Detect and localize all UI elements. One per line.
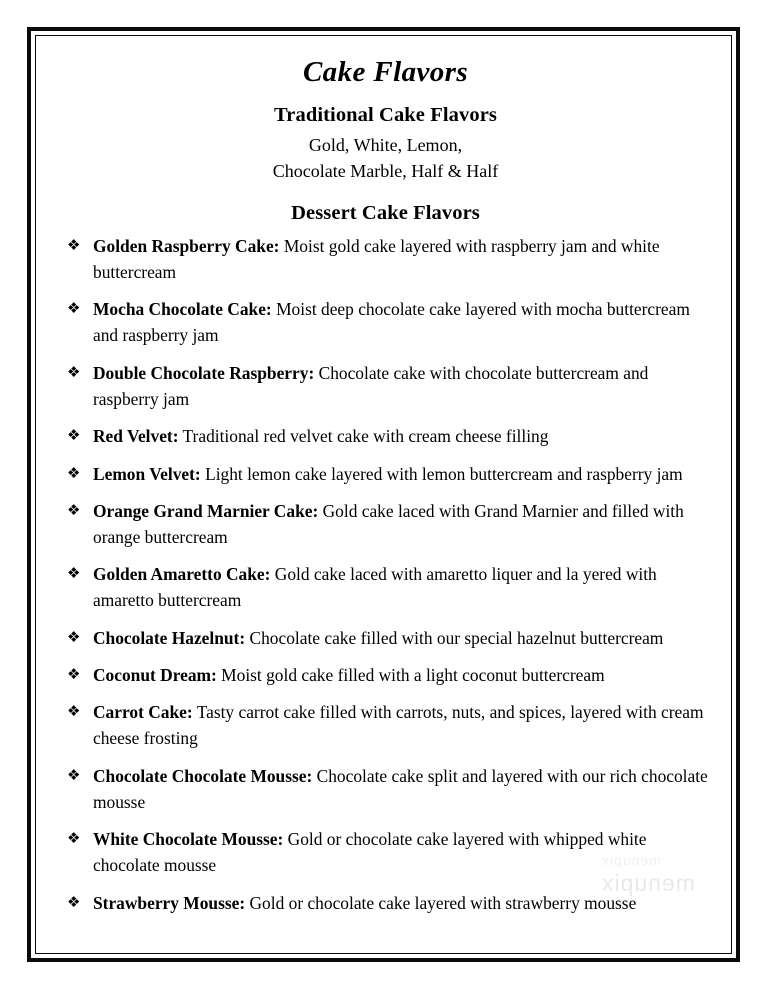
diamond-bullet-icon: ❖ bbox=[67, 829, 81, 848]
flavor-name: Orange Grand Marnier Cake: bbox=[93, 500, 319, 521]
flavor-description: Gold cake laced with Grand Marnier and filled with orange buttercream bbox=[93, 500, 684, 547]
flavor-name: Strawberry Mousse: bbox=[93, 892, 246, 913]
diamond-bullet-icon: ❖ bbox=[67, 236, 81, 255]
flavor-description: Chocolate cake split and layered with our rich chocolate mousse bbox=[93, 765, 708, 812]
flavor-name: White Chocolate Mousse: bbox=[93, 829, 284, 850]
diamond-bullet-icon: ❖ bbox=[67, 500, 81, 519]
flavor-name: Golden Raspberry Cake: bbox=[93, 236, 280, 257]
list-item bbox=[62, 626, 709, 652]
menu-page-border-outer bbox=[27, 27, 740, 962]
list-item bbox=[62, 234, 709, 286]
flavor-description: Gold or chocolate cake layered with strawberry mousse bbox=[249, 892, 637, 913]
flavor-name: Golden Amaretto Cake: bbox=[93, 564, 271, 585]
diamond-bullet-icon: ❖ bbox=[67, 463, 81, 482]
diamond-bullet-icon: ❖ bbox=[67, 765, 81, 784]
dessert-flavors-list bbox=[62, 234, 709, 916]
list-item bbox=[62, 424, 709, 450]
flavor-description: Tasty carrot cake filled with carrots, nuts, and spices, layered with cream cheese frosting bbox=[93, 702, 704, 749]
traditional-flavors-line: Gold, White, Lemon, bbox=[308, 134, 463, 155]
list-item bbox=[62, 297, 709, 349]
diamond-bullet-icon: ❖ bbox=[67, 299, 81, 318]
flavor-name: Red Velvet: bbox=[93, 426, 179, 447]
flavor-description: Chocolate cake filled with our special hazelnut buttercream bbox=[249, 627, 664, 648]
diamond-bullet-icon: ❖ bbox=[67, 702, 81, 721]
flavor-description: Chocolate cake with chocolate buttercream and raspberry jam bbox=[93, 362, 649, 409]
flavor-name: Carrot Cake: bbox=[93, 702, 193, 723]
diamond-bullet-icon: ❖ bbox=[67, 892, 81, 911]
traditional-flavors-line: Chocolate Marble, Half & Half bbox=[272, 161, 499, 182]
section-heading-traditional: Traditional Cake Flavors bbox=[274, 104, 497, 127]
watermark-line-primary: menupix bbox=[601, 870, 695, 896]
list-item bbox=[62, 891, 709, 917]
flavor-description: Moist deep chocolate cake layered with mocha buttercream and raspberry jam bbox=[93, 299, 690, 346]
flavor-description: Traditional red velvet cake with cream cheese filling bbox=[182, 426, 549, 447]
flavor-name: Chocolate Chocolate Mousse: bbox=[93, 765, 313, 786]
flavor-description: Moist gold cake layered with raspberry jam and white buttercream bbox=[93, 236, 660, 282]
flavor-description: Gold cake laced with amaretto liquer and la yered with amaretto buttercream bbox=[93, 564, 657, 611]
flavor-name: Coconut Dream: bbox=[93, 665, 217, 686]
list-item bbox=[62, 361, 709, 413]
traditional-flavors-list bbox=[62, 132, 709, 185]
flavor-description: Gold or chocolate cake layered with whipped white chocolate mousse bbox=[93, 829, 647, 876]
menu-page-border-inner bbox=[35, 35, 732, 954]
flavor-description: Moist gold cake filled with a light coconut buttercream bbox=[221, 665, 605, 686]
list-item bbox=[62, 764, 709, 816]
list-item bbox=[62, 462, 709, 488]
flavor-name: Lemon Velvet: bbox=[93, 463, 201, 484]
diamond-bullet-icon: ❖ bbox=[67, 362, 81, 381]
section-heading-dessert: Dessert Cake Flavors bbox=[291, 202, 480, 225]
diamond-bullet-icon: ❖ bbox=[67, 665, 81, 684]
diamond-bullet-icon: ❖ bbox=[67, 564, 81, 583]
list-item bbox=[62, 562, 709, 614]
flavor-name: Mocha Chocolate Cake: bbox=[93, 299, 272, 320]
list-item bbox=[62, 499, 709, 551]
watermark-line-secondary: menupix bbox=[601, 852, 661, 868]
flavor-description: Light lemon cake layered with lemon buttercream and raspberry jam bbox=[205, 463, 683, 484]
flavor-name: Double Chocolate Raspberry: bbox=[93, 362, 315, 383]
list-item bbox=[62, 700, 709, 752]
page-title: Cake Flavors bbox=[302, 56, 469, 88]
diamond-bullet-icon: ❖ bbox=[67, 426, 81, 445]
list-item bbox=[62, 663, 709, 689]
diamond-bullet-icon: ❖ bbox=[67, 627, 81, 646]
list-item bbox=[62, 827, 709, 879]
menu-page-content bbox=[36, 36, 731, 953]
flavor-name: Chocolate Hazelnut: bbox=[93, 627, 246, 648]
